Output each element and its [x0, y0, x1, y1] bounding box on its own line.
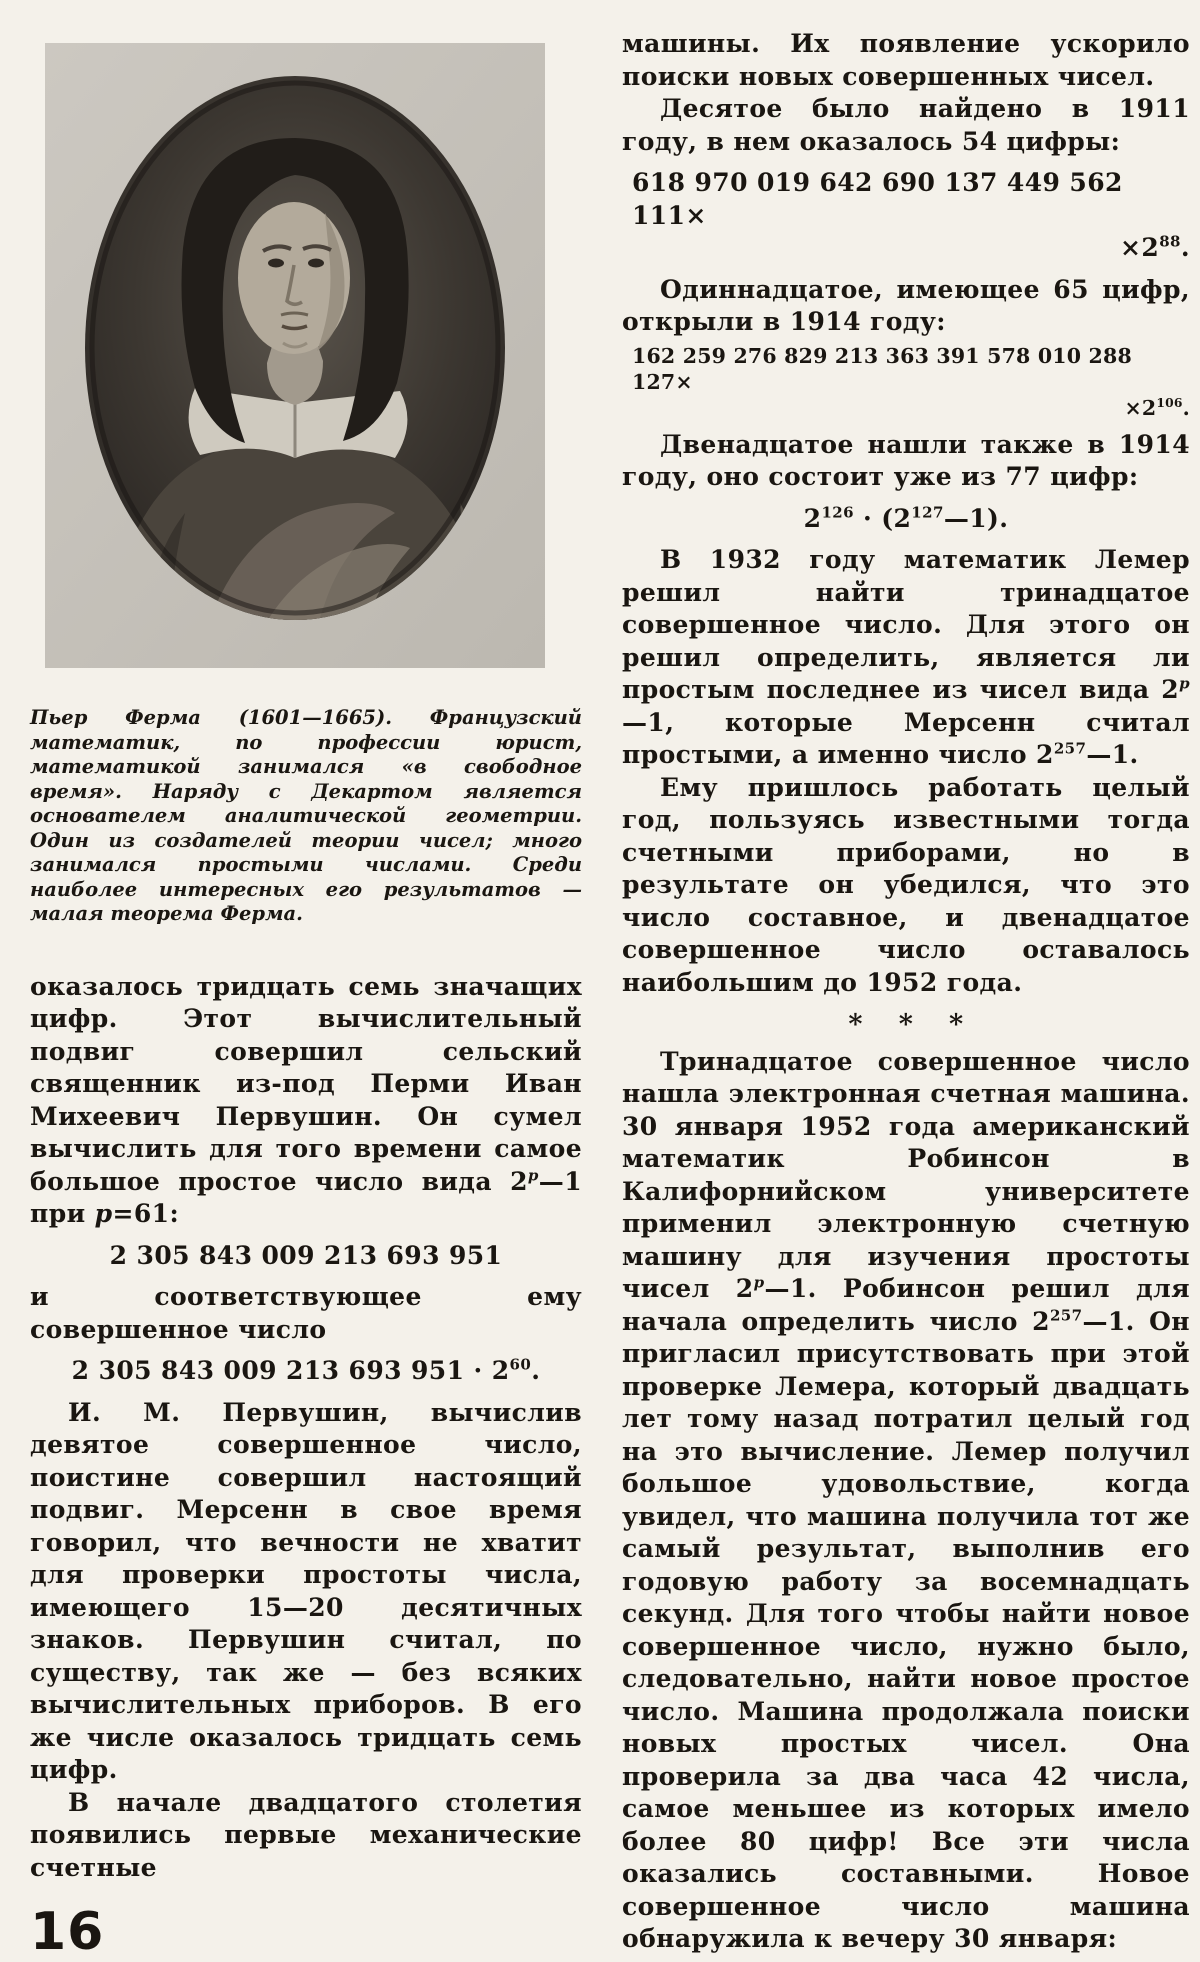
paragraph: В начале двадцатого столетия появились первые механические счетные	[30, 1787, 582, 1882]
formula-twelfth-perfect	[622, 503, 1190, 536]
paragraph: Ему пришлось работать целый год, пользуясь известными тогда счетными приборами, но в результате он убедился, что это число составное, и двенадцатое совершенное число оставалось наибольшим до 1952 года.	[622, 772, 1190, 997]
right-column	[622, 28, 1190, 1956]
paragraph: Одиннадцатое, имеющее 65 цифр, открыли в 1914 году:	[622, 274, 1190, 336]
paragraph: В 1932 году математик Лемер решил найти тринадцатое совершенное число. Для этого он решил определить, является ли простым последнее из чисел вида 2$^p$—1, которые Мерсенн считал простыми, а именно число $2^{257}—1$.	[622, 545, 1190, 769]
paragraph: и соответствующее ему совершенное число	[30, 1282, 582, 1344]
paragraph: машины. Их появление ускорило поиски новых совершенных чисел.	[622, 29, 1190, 91]
paragraph: И. М. Первушин, вычислив девятое совершенное число, поистине совершил настоящий подвиг. Мерсенн в свое время говорил, что вечности не хватит для проверки простоты числа, имеющего 15—20 десятичных знаков. Первушин считал, по существу, так же — без всяких вычислительных приборов. В его же числе оказалось тридцать семь цифр.	[30, 1397, 582, 1784]
formula-line: $\times 2^{106}$.	[1124, 394, 1190, 420]
left-column	[30, 28, 582, 1962]
caption-paragraph: Пьер Ферма (1601—1665). Французский математик, по профессии юрист, математикой занимался «в свободное время». Наряду с Декартом является основателем аналитической геометрии. Один из создателей теории чисел; много занимался простыми числами. Среди наиболее интересных его результатов — малая теорема Ферма.	[30, 706, 582, 925]
fermat-portrait-image	[45, 43, 545, 668]
left-column-text	[30, 971, 582, 1885]
paragraph: Тринадцатое совершенное число нашла электронная счетная машина. 30 января 1952 года американский математик Робинсон в Калифорнийском университете применил электронную счетную машину для изучения простоты чисел 2$^p$—1. Робинсон решил для начала определить число $2^{257}—1$. Он пригласил присутствовать при этой проверке Лемера, который двадцать лет тому назад потратил целый год на это вычисление. Лемер получил большое удовольствие, когда увидел, что машина получила тот же самый результат, выполнив его годовую работу за восемнадцать секунд. Для того чтобы найти новое совершенное число, нужно было, следовательно, найти новое простое число. Машина продолжала поиски новых простых чисел. Она проверила за два часа 42 числа, самое меньшее из которых имело более 80 цифр! Все эти числа оказались составными. Новое совершенное число машина обнаружила к вечеру 30 января:	[622, 1046, 1191, 1953]
formula-line: 618 970 019 642 690 137 449 562 111×	[632, 168, 1123, 230]
paragraph: Двенадцатое нашли также в 1914 году, оно состоит уже из 77 цифр:	[622, 429, 1190, 491]
formula-line: 162 259 276 829 213 363 391 578 010 288 127×	[632, 343, 1132, 394]
page-number: 16	[30, 1902, 105, 1962]
stars-separator: * * *	[848, 1009, 964, 1040]
formula-line: 2 305 843 009 213 693 $951 \cdot 2^{60}$.	[71, 1355, 541, 1385]
formula-tenth-perfect	[622, 167, 1190, 265]
formula-line: $\times 2^{88}$.	[1120, 232, 1190, 262]
paragraph: оказалось тридцать семь значащих цифр. Этот вычислительный подвиг совершил сельский священник из-под Перми Иван Михеевич Первушин. Он сумел вычислить для того времени самое большое простое число вида 2$^p$—1 при p=61:	[30, 971, 582, 1228]
formula-line: $2^{126}$ · $(2^{127}—1)$.	[803, 503, 1009, 533]
portrait-caption	[30, 706, 582, 927]
paragraph: Десятое было найдено в 1911 году, в нем оказалось 54 цифры:	[622, 94, 1190, 156]
formula-perfect-number	[30, 1355, 582, 1388]
right-column-text	[622, 28, 1190, 1956]
formula-eleventh-perfect	[622, 343, 1190, 421]
formula-prime-number	[30, 1240, 582, 1273]
portrait-figure	[45, 43, 545, 668]
formula-line: 2 305 843 009 213 693 951	[109, 1240, 503, 1270]
